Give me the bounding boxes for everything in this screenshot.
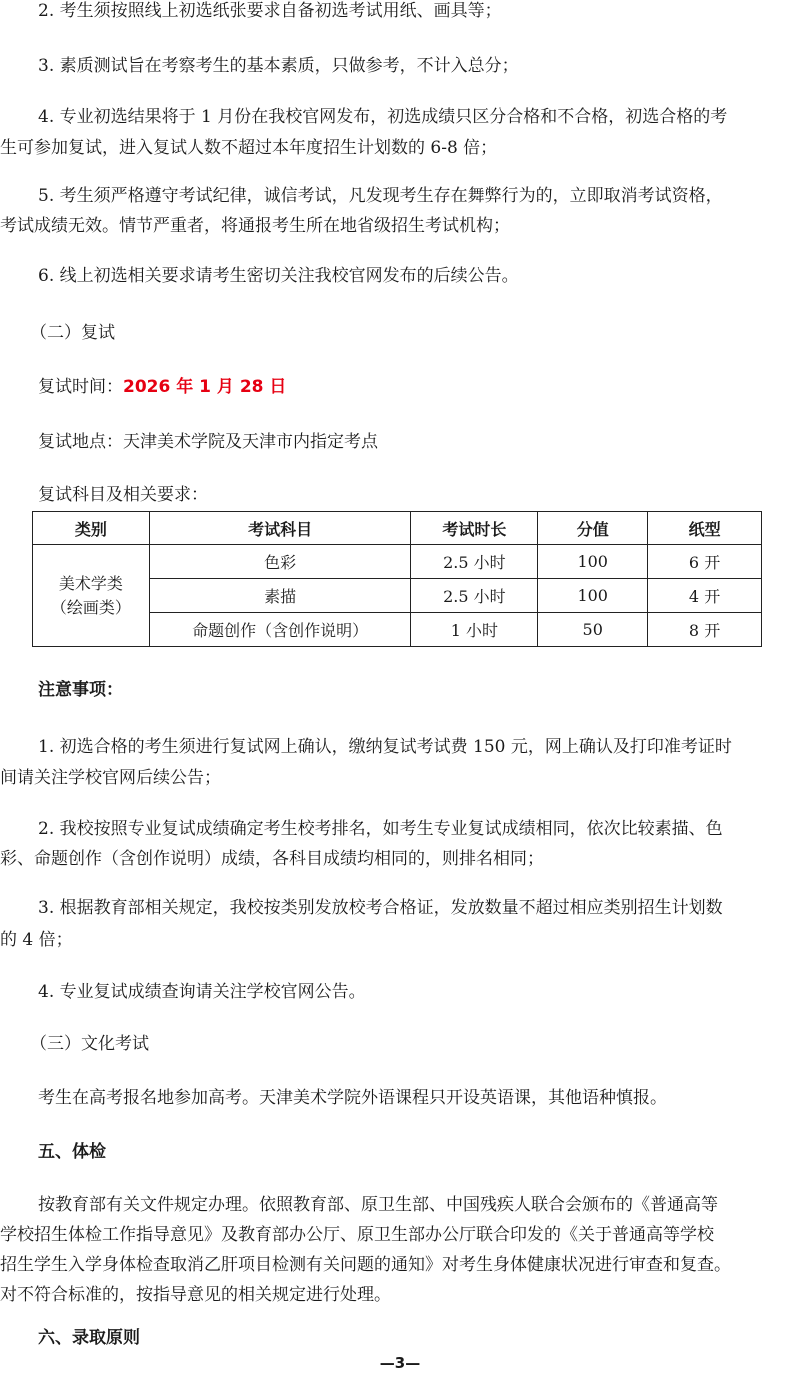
notice-2-line2: 彩、命题创作（含创作说明）成绩，各科目成绩均相同的，则排名相同； [0, 849, 544, 869]
admission-heading: 六、录取原则 [38, 1328, 140, 1348]
notice-3-line1: 3. 根据教育部相关规定，我校按类别发放校考合格证，发放数量不超过相应类别招生计划数 [38, 898, 723, 918]
culture-exam-heading: （三）文化考试 [30, 1034, 149, 1054]
physical-exam-line2: 学校招生体检工作指导意见》及教育部办公厅、原卫生部办公厅联合印发的《关于普通高等学校 [0, 1225, 714, 1245]
paper-cell: 4 开 [648, 579, 762, 613]
category-line2: （绘画类） [50, 597, 131, 617]
physical-exam-line4: 对不符合标准的，按指导意见的相关规定进行处理。 [0, 1285, 391, 1305]
table-row [33, 545, 762, 579]
notices-heading: 注意事项： [38, 680, 123, 700]
physical-exam-line1: 按教育部有关文件规定办理。依照教育部、原卫生部、中国残疾人联合会颁布的《普通高等 [38, 1195, 718, 1215]
subject-cell: 色彩 [149, 545, 411, 579]
culture-exam-text: 考生在高考报名地参加高考。天津美术学院外语课程只开设英语课，其他语种慎报。 [38, 1088, 667, 1108]
subject-cell: 命题创作（含创作说明） [149, 613, 411, 647]
retest-time [38, 376, 800, 398]
prelim-note-5-line1: 5. 考生须严格遵守考试纪律，诚信考试，凡发现考生存在舞弊行为的，立即取消考试资格， [38, 186, 723, 206]
subject-cell: 素描 [149, 579, 411, 613]
prelim-note-4-line2: 生可参加复试，进入复试人数不超过本年度招生计划数的 6-8 倍； [0, 138, 498, 158]
score-cell: 100 [538, 579, 648, 613]
duration-cell: 2.5 小时 [411, 545, 538, 579]
score-cell: 100 [538, 545, 648, 579]
category-line1: 美术学类 [58, 573, 123, 593]
category-cell [33, 545, 150, 647]
prelim-note-5-line2: 考试成绩无效。情节严重者，将通报考生所在地省级招生考试机构； [0, 216, 510, 236]
notice-1-line2: 间请关注学校官网后续公告； [0, 768, 221, 788]
retest-subjects-table [32, 511, 762, 647]
notice-2-line1: 2. 我校按照专业复试成绩确定考生校考排名，如考生专业复试成绩相同，依次比较素描、色 [38, 819, 723, 839]
physical-exam-heading: 五、体检 [38, 1142, 106, 1162]
header-category: 类别 [33, 512, 150, 545]
header-subject: 考试科目 [149, 512, 411, 545]
retest-time-value: 2026 年 1 月 28 日 [123, 377, 287, 397]
paper-cell: 6 开 [648, 545, 762, 579]
duration-cell: 2.5 小时 [411, 579, 538, 613]
prelim-note-2: 2. 考生须按照线上初选纸张要求自备初选考试用纸、画具等； [38, 1, 502, 21]
header-duration: 考试时长 [411, 512, 538, 545]
retest-subjects-intro: 复试科目及相关要求： [38, 485, 208, 505]
prelim-note-3: 3. 素质测试旨在考察考生的基本素质，只做参考，不计入总分； [38, 56, 519, 76]
page-number: —3— [379, 1354, 421, 1372]
table-header-row [33, 512, 762, 545]
notice-1-line1: 1. 初选合格的考生须进行复试网上确认，缴纳复试考试费 150 元，网上确认及打印准考证时 [38, 737, 732, 757]
notice-3-line2: 的 4 倍； [0, 930, 73, 950]
paper-cell: 8 开 [648, 613, 762, 647]
duration-cell: 1 小时 [411, 613, 538, 647]
retest-heading: （二）复试 [30, 323, 115, 343]
retest-location: 复试地点：天津美术学院及天津市内指定考点 [38, 432, 378, 452]
header-paper: 纸型 [648, 512, 762, 545]
notice-4: 4. 专业复试成绩查询请关注学校官网公告。 [38, 982, 366, 1002]
prelim-note-6: 6. 线上初选相关要求请考生密切关注我校官网发布的后续公告。 [38, 266, 519, 286]
prelim-note-4-line1: 4. 专业初选结果将于 1 月份在我校官网发布，初选成绩只区分合格和不合格，初选合格的考 [38, 107, 728, 127]
score-cell: 50 [538, 613, 648, 647]
header-score: 分值 [538, 512, 648, 545]
retest-time-label: 复试时间： [38, 377, 123, 397]
physical-exam-line3: 招生学生入学身体检查取消乙肝项目检测有关问题的通知》对考生身体健康状况进行审查和复查。 [0, 1255, 731, 1275]
